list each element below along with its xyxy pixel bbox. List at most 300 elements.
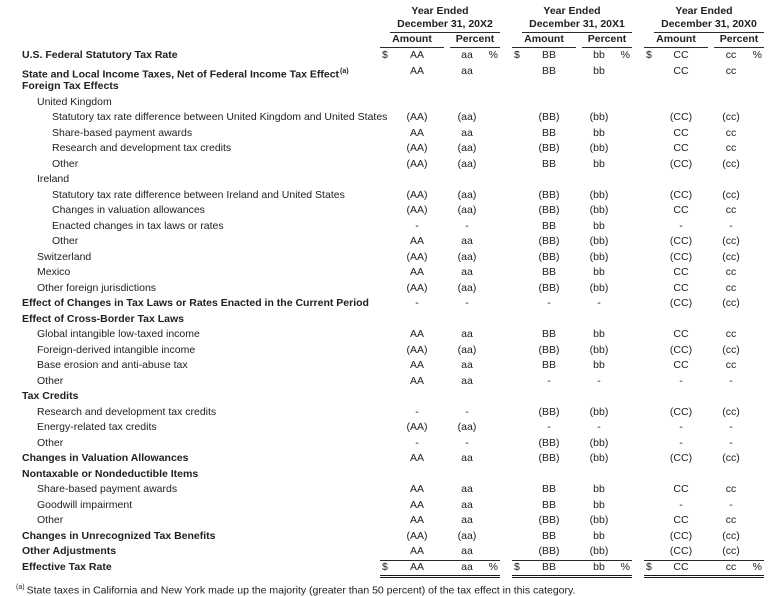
percent-cell (576, 451, 632, 467)
table-row (16, 203, 766, 219)
amount-value: BB (541, 64, 556, 77)
row-label (16, 141, 380, 157)
column-gap (632, 110, 644, 126)
amount-cell (380, 234, 444, 250)
percent-cell (708, 513, 764, 529)
percent-value: cc (725, 281, 737, 294)
percent-cell (576, 374, 632, 390)
percent-value: (bb) (589, 545, 609, 557)
percent-value: (aa) (457, 188, 477, 201)
percent-cell (444, 172, 500, 188)
row-label (16, 296, 380, 312)
column-gap (500, 513, 512, 529)
percent-cell (708, 420, 764, 436)
amount-value: (BB) (538, 204, 560, 216)
footnote (16, 584, 766, 596)
percent-cell (444, 389, 500, 405)
amount-value: AA (409, 514, 424, 526)
percent-value: aa (461, 560, 473, 573)
amount-value: (BB) (538, 250, 560, 263)
table-row (16, 188, 766, 204)
percent-cell (708, 188, 764, 204)
column-gap (632, 513, 644, 529)
percent-cell (444, 420, 500, 436)
column-gap (632, 498, 644, 514)
amount-column-header: Amount (380, 33, 444, 48)
percent-value: (aa) (457, 529, 477, 542)
amount-cell (644, 48, 708, 64)
row-label (16, 389, 380, 405)
amount-value: - (415, 436, 419, 449)
amount-cell (512, 467, 576, 483)
table-row (16, 389, 766, 405)
year-ended-label: Year Ended (411, 5, 469, 17)
amount-value: - (679, 374, 683, 387)
row-label-text: Other foreign jurisdictions (37, 281, 157, 294)
row-label-text: Other Adjustments (22, 545, 117, 557)
row-label-text: Other (52, 235, 79, 247)
amount-cell (380, 126, 444, 142)
percent-value: bb (593, 64, 605, 77)
amount-value: (AA) (406, 204, 428, 216)
column-gap (500, 18, 512, 33)
table-row (16, 529, 766, 545)
percent-cell (708, 281, 764, 297)
amount-value: CC (673, 204, 689, 216)
amount-cell (644, 234, 708, 250)
row-label-text: Other (37, 514, 64, 526)
amount-cell (512, 343, 576, 359)
table-row (16, 234, 766, 250)
row-label-text: Ireland (37, 173, 70, 185)
row-label (16, 265, 380, 281)
amount-cell (380, 172, 444, 188)
row-label-text: Goodwill impairment (37, 498, 133, 511)
column-gap (500, 374, 512, 390)
row-label (16, 250, 380, 266)
amount-value: CC (673, 328, 689, 340)
percent-cell (444, 327, 500, 343)
row-label-text: Switzerland (37, 250, 92, 263)
column-gap (500, 219, 512, 235)
percent-value: cc (725, 126, 737, 139)
percent-value: - (597, 421, 601, 433)
column-gap (632, 18, 644, 33)
column-gap (632, 467, 644, 483)
percent-cell (708, 141, 764, 157)
column-gap (632, 451, 644, 467)
amount-cell (380, 420, 444, 436)
table-row (16, 467, 766, 483)
amount-cell (644, 389, 708, 405)
amount-value: BB (541, 483, 556, 495)
column-gap (500, 172, 512, 188)
table-row (16, 172, 766, 188)
column-gap (500, 312, 512, 328)
percent-symbol: % (752, 49, 762, 61)
row-label-text: Research and development tax credits (52, 142, 232, 154)
amount-value: BB (541, 560, 556, 573)
percent-cell (444, 296, 500, 312)
table-row (16, 141, 766, 157)
column-gap (632, 172, 644, 188)
table-row (16, 265, 766, 281)
percent-value: (bb) (589, 405, 609, 418)
period-label-20x0: December 31, 20X0 (654, 18, 764, 33)
row-label (16, 157, 380, 173)
percent-value: - (729, 421, 733, 433)
amount-cell (644, 343, 708, 359)
column-gap (500, 467, 512, 483)
amount-value: CC (673, 483, 689, 495)
percent-cell (576, 436, 632, 452)
amount-value: BB (541, 359, 556, 371)
percent-value: - (465, 219, 469, 232)
column-gap (500, 296, 512, 312)
table-row (16, 219, 766, 235)
amount-cell (644, 544, 708, 561)
percent-value: bb (593, 529, 605, 542)
amount-cell (380, 343, 444, 359)
percent-value: (aa) (457, 343, 477, 356)
amount-value: - (679, 421, 683, 433)
amount-value: (AA) (406, 188, 428, 201)
row-label (16, 126, 380, 142)
column-gap (632, 250, 644, 266)
row-label-text: Share-based payment awards (37, 483, 178, 495)
percent-cell (708, 296, 764, 312)
amount-cell (512, 79, 576, 95)
amount-cell (644, 327, 708, 343)
table-row (16, 560, 766, 576)
amount-value: (AA) (406, 281, 428, 294)
percent-cell (708, 451, 764, 467)
column-gap (632, 405, 644, 421)
percent-value: (aa) (457, 204, 477, 216)
column-gap (500, 498, 512, 514)
column-gap (500, 544, 512, 561)
column-gap (632, 389, 644, 405)
percent-cell (576, 389, 632, 405)
amount-cell (380, 436, 444, 452)
column-gap (632, 374, 644, 390)
amount-cell (380, 219, 444, 235)
column-gap (632, 141, 644, 157)
amount-cell (380, 467, 444, 483)
amount-value: - (547, 374, 551, 387)
row-label (16, 544, 380, 561)
table-row (16, 420, 766, 436)
amount-cell (512, 374, 576, 390)
percent-value: (bb) (589, 281, 609, 294)
amount-cell (512, 219, 576, 235)
percent-value: aa (461, 374, 473, 387)
year-ended-label: Year Ended (543, 5, 601, 17)
percent-value: bb (593, 219, 605, 232)
percent-value: (bb) (589, 188, 609, 201)
percent-value: (aa) (457, 157, 477, 170)
row-label (16, 281, 380, 297)
percent-cell (576, 312, 632, 328)
percent-symbol: % (488, 49, 498, 61)
column-gap (632, 544, 644, 561)
amount-value: AA (409, 235, 424, 247)
amount-cell (644, 451, 708, 467)
amount-cell (644, 141, 708, 157)
amount-cell (512, 389, 576, 405)
percent-cell (708, 48, 764, 64)
amount-cell (512, 513, 576, 529)
amount-cell (380, 48, 444, 64)
amount-cell (512, 141, 576, 157)
amount-column-header: Amount (644, 33, 708, 48)
percent-value: (bb) (589, 235, 609, 247)
amount-cell (380, 451, 444, 467)
percent-cell (708, 343, 764, 359)
percent-cell (576, 513, 632, 529)
column-gap (632, 203, 644, 219)
table-row (16, 79, 766, 95)
column-gap (632, 560, 644, 579)
percent-cell (444, 188, 500, 204)
percent-value: (aa) (457, 111, 477, 123)
amount-cell (380, 203, 444, 219)
percent-cell (576, 529, 632, 545)
percent-value: (cc) (722, 452, 740, 464)
percent-cell (444, 312, 500, 328)
amount-cell (380, 141, 444, 157)
percent-value: (bb) (589, 436, 609, 449)
row-label (16, 560, 380, 579)
percent-cell (708, 157, 764, 173)
percent-value: - (597, 374, 601, 387)
amount-value: AA (409, 126, 424, 139)
column-gap (632, 482, 644, 498)
table-row (16, 327, 766, 343)
percent-value: (cc) (722, 529, 740, 542)
row-label-text: Statutory tax rate difference between Ireland and United States (52, 188, 345, 201)
percent-value: - (729, 219, 733, 232)
amount-value: (BB) (538, 436, 560, 449)
percent-cell (576, 482, 632, 498)
amount-cell (512, 95, 576, 111)
amount-column-header: Amount (512, 33, 576, 48)
column-gap (632, 79, 644, 95)
percent-value: aa (461, 64, 473, 77)
amount-value: CC (673, 281, 689, 294)
row-label (16, 358, 380, 374)
table-header-year-ended-row (16, 5, 766, 18)
amount-value: (BB) (538, 405, 560, 418)
amount-value: - (415, 405, 419, 418)
column-gap (500, 436, 512, 452)
percent-cell (444, 374, 500, 390)
amount-value: AA (409, 498, 424, 511)
amount-cell (380, 513, 444, 529)
amount-cell (512, 405, 576, 421)
amount-cell (512, 126, 576, 142)
row-label (16, 343, 380, 359)
amount-cell (644, 296, 708, 312)
column-gap (632, 219, 644, 235)
percent-symbol: % (620, 49, 630, 61)
amount-value: (BB) (538, 188, 560, 201)
percent-value: cc (725, 483, 737, 495)
percent-cell (708, 95, 764, 111)
table-row (16, 110, 766, 126)
column-gap (632, 33, 644, 48)
percent-cell (444, 436, 500, 452)
percent-cell (576, 48, 632, 64)
percent-cell (708, 405, 764, 421)
column-gap (500, 265, 512, 281)
amount-cell (380, 110, 444, 126)
amount-cell (644, 420, 708, 436)
amount-value: (BB) (538, 343, 560, 356)
percent-value: bb (593, 49, 605, 61)
percent-cell (708, 172, 764, 188)
column-gap (500, 157, 512, 173)
column-gap (632, 188, 644, 204)
amount-cell (644, 498, 708, 514)
amount-value: (AA) (406, 111, 428, 123)
amount-value: AA (409, 64, 424, 77)
amount-value: BB (541, 219, 556, 232)
amount-value: (BB) (538, 514, 560, 526)
row-label-text: United Kingdom (37, 95, 112, 108)
percent-value: aa (461, 49, 473, 61)
amount-value: BB (541, 266, 556, 278)
table-row (16, 95, 766, 111)
amount-value: (BB) (538, 111, 560, 123)
amount-value: - (415, 297, 419, 309)
amount-value: - (679, 436, 683, 449)
row-label (16, 420, 380, 436)
column-gap (500, 250, 512, 266)
table-row (16, 157, 766, 173)
percent-value: (cc) (722, 235, 740, 247)
percent-cell (708, 126, 764, 142)
percent-cell (444, 110, 500, 126)
percent-cell (444, 529, 500, 545)
percent-value: (cc) (722, 343, 740, 356)
amount-value: BB (541, 328, 556, 340)
amount-value: (CC) (669, 250, 693, 263)
percent-cell (708, 436, 764, 452)
percent-value: (cc) (722, 250, 740, 263)
table-row (16, 126, 766, 142)
column-gap (632, 420, 644, 436)
year-ended-label: Year Ended (675, 5, 733, 17)
column-gap (500, 203, 512, 219)
amount-value: CC (673, 514, 689, 526)
row-label (16, 203, 380, 219)
row-label-text: Global intangible low-taxed income (37, 328, 200, 340)
currency-symbol: $ (382, 49, 388, 61)
percent-value: (bb) (589, 111, 609, 123)
amount-value: (AA) (406, 250, 428, 263)
percent-value: - (465, 405, 469, 418)
percent-cell (576, 296, 632, 312)
percent-cell (444, 48, 500, 64)
amount-value: (AA) (406, 529, 428, 542)
percent-cell (444, 126, 500, 142)
amount-cell (380, 95, 444, 111)
column-gap (500, 529, 512, 545)
percent-column-header: Percent (582, 33, 632, 48)
amount-cell (644, 126, 708, 142)
percent-cell (708, 265, 764, 281)
amount-cell (380, 544, 444, 561)
row-label (16, 95, 380, 111)
percent-value: (cc) (722, 545, 740, 557)
percent-value: (bb) (589, 514, 609, 526)
amount-cell (380, 389, 444, 405)
amount-cell (644, 157, 708, 173)
percent-symbol: % (752, 560, 762, 573)
amount-value: - (547, 421, 551, 433)
amount-value: AA (409, 49, 424, 61)
percent-value: aa (461, 328, 473, 340)
amount-value: - (547, 297, 551, 309)
column-gap (632, 5, 644, 18)
percent-cell (444, 79, 500, 95)
percent-value: aa (461, 498, 473, 511)
percent-value: aa (461, 126, 473, 139)
row-label-text: Foreign-derived intangible income (37, 343, 196, 356)
percent-value: bb (593, 359, 605, 371)
amount-cell (512, 529, 576, 545)
amount-cell (644, 281, 708, 297)
amount-cell (644, 374, 708, 390)
row-label-text: Nontaxable or Nondeductible Items (22, 467, 199, 480)
percent-cell (444, 405, 500, 421)
percent-value: cc (725, 64, 737, 77)
amount-value: (CC) (669, 188, 693, 201)
percent-value: aa (461, 514, 473, 526)
amount-cell (380, 405, 444, 421)
percent-cell (708, 560, 764, 579)
amount-cell (380, 498, 444, 514)
percent-cell (576, 265, 632, 281)
column-gap (500, 451, 512, 467)
amount-value: (BB) (538, 235, 560, 247)
percent-value: cc (725, 359, 737, 371)
amount-cell (512, 203, 576, 219)
percent-cell (444, 157, 500, 173)
percent-value: bb (593, 560, 605, 573)
header-spacer (16, 5, 380, 18)
amount-value: AA (409, 328, 424, 340)
row-label (16, 451, 380, 467)
footnote-marker: (a) (16, 584, 25, 591)
amount-cell (512, 48, 576, 64)
percent-value: bb (593, 498, 605, 511)
amount-value: (BB) (538, 545, 560, 557)
row-label (16, 374, 380, 390)
table-row (16, 312, 766, 328)
amount-cell (644, 312, 708, 328)
percent-cell (708, 529, 764, 545)
amount-value: (AA) (406, 343, 428, 356)
amount-cell (644, 467, 708, 483)
amount-cell (512, 110, 576, 126)
percent-cell (444, 234, 500, 250)
percent-value: bb (593, 328, 605, 340)
amount-value: BB (541, 498, 556, 511)
row-label (16, 405, 380, 421)
amount-value: (CC) (669, 343, 693, 356)
